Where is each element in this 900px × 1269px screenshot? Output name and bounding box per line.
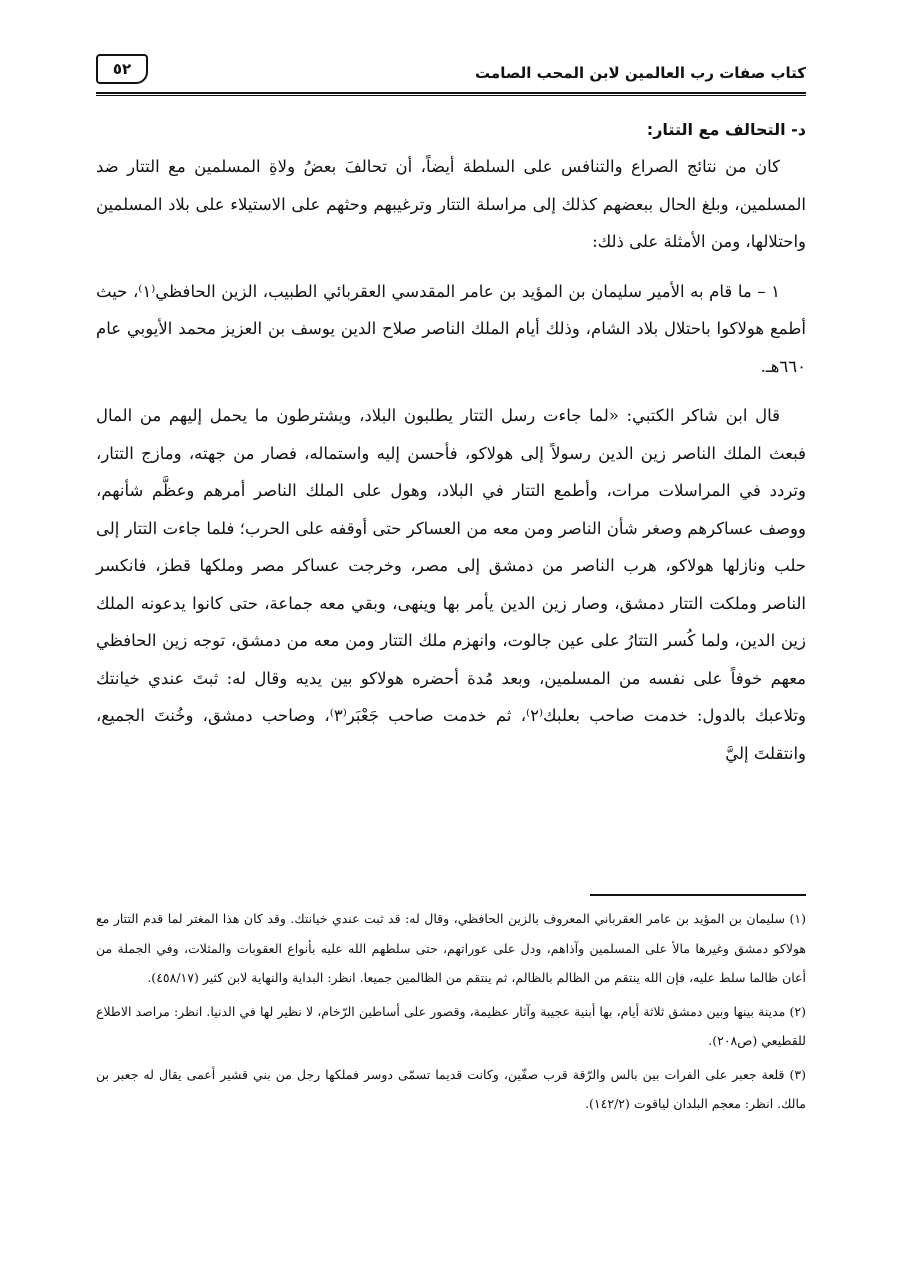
main-text [96, 112, 806, 772]
paragraph-example-1: ١ – ما قام به الأمير سليمان بن المؤيد بن عامر المقدسي العقربائي الطبيب، الزين الحافظي⁽١⁾، حيث أطمع هولاكوا باحتلال بلاد الشام، وذلك أيام الملك الناصر صلاح الدين يوسف بن العزيز محمد الأيوبي عام ٦٦٠هـ. [96, 281, 806, 376]
footnotes [96, 904, 806, 1123]
page-number: ٥٢ [96, 54, 148, 84]
header-rule [96, 92, 806, 96]
page-header [96, 54, 806, 94]
footnote-separator [590, 894, 806, 896]
paragraph-quote: قال ابن شاكر الكتبي: «لما جاءت رسل التتار يطلبون البلاد، ويشترطون ما يحمل إليهم من المال فبعث الملك الناصر زين الدين رسولاً إلى هولاكو، فأحسن إليه واستماله، فصار من جهته، ومازج التتار، وتردد في المراسلات مرات، وأطمع التتار في البلاد، وهول على الملك الناصر أمرهم وعظَّم شأنهم، ووصف عساكرهم وصغر شأن الناصر ومن معه من العساكر حتى أوقفه على الحرب؛ فلما جاءت التتار إلى حلب ونازلها هولاكو، هرب الناصر من دمشق إلى مصر، وخرجت عساكر مصر وملكها قطز، فانكسر الناصر وملكت التتار دمشق، وصار زين الدين يأمر بها وينهى، وبقي معه جماعة، حتى كانوا يدعونه الملك زين الدين، ولما كُسر التتارُ على عين جالوت، وانهزم ملك التتار ومن معه من دمشق، توجه زين الحافظي معهم خوفاً على نفسه من المسلمين، وبعد مُدة أحضره هولاكو بين يديه وقال له: ثبتَ عندي خيانتك وتلاعبك بالدول: خدمت صاحب بعلبك⁽٢⁾، ثم خدمت صاحب جَعْبَر⁽٣⁾، وصاحب دمشق، وخُنتَ الجميع، وانتقلتَ إليَّ [96, 406, 806, 763]
footnote-3: (٣) قلعة جعبر على الفرات بين بالس والرّقة قرب صفّين، وكانت قديما تسمّى دوسر فملكها رجل من بني قشير أعمى يقال له جعبر بن مالك. انظر: معجم البلدان لياقوت (١٤٢/٢). [96, 1066, 806, 1111]
running-title: كتاب صفات رب العالمين لابن المحب الصامت [475, 64, 806, 82]
section-heading: د- التحالف مع التتار: [646, 120, 806, 139]
footnote-1: (١) سليمان بن المؤيد بن عامر العقرباني المعروف بالزين الحافظي، وقال له: قد ثبت عندي خيانتك. وقد كان هذا المغتر لما قدم التتار مع هولاكو دمشق وغيرها مالأ على المسلمين وآذاهم، ودل على عوراتهم، حتى سلطهم الله عليه بأنواع العقوبات والمثلات، وفي الجملة من أعان ظالما سلط عليه، فإن الله ينتقم من الظالم بالظالم، ثم ينتقم من الظالمين جميعا. انظر: البداية والنهاية لابن كثير (٤٥٨/١٧). [96, 911, 806, 985]
paragraph-intro: كان من نتائج الصراع والتنافس على السلطة أيضاً، أن تحالفَ بعضُ ولاةِ المسلمين مع التتار ضد المسلمين، وبلغ الحال ببعضهم كذلك إلى مراسلة التتار وترغيبهم وحثهم على الاستيلاء على بلاد المسلمين واحتلالها، ومن الأمثلة على ذلك: [96, 157, 806, 251]
footnote-2: (٢) مدينة بينها وبين دمشق ثلاثة أيام، بها أبنية عجيبة وآثار عظيمة، وقصور على أساطين الرّخام، لا نظير لها في الدنيا. انظر: مراصد الاطلاع للقطيعي (ص٢٠٨). [96, 1003, 806, 1048]
